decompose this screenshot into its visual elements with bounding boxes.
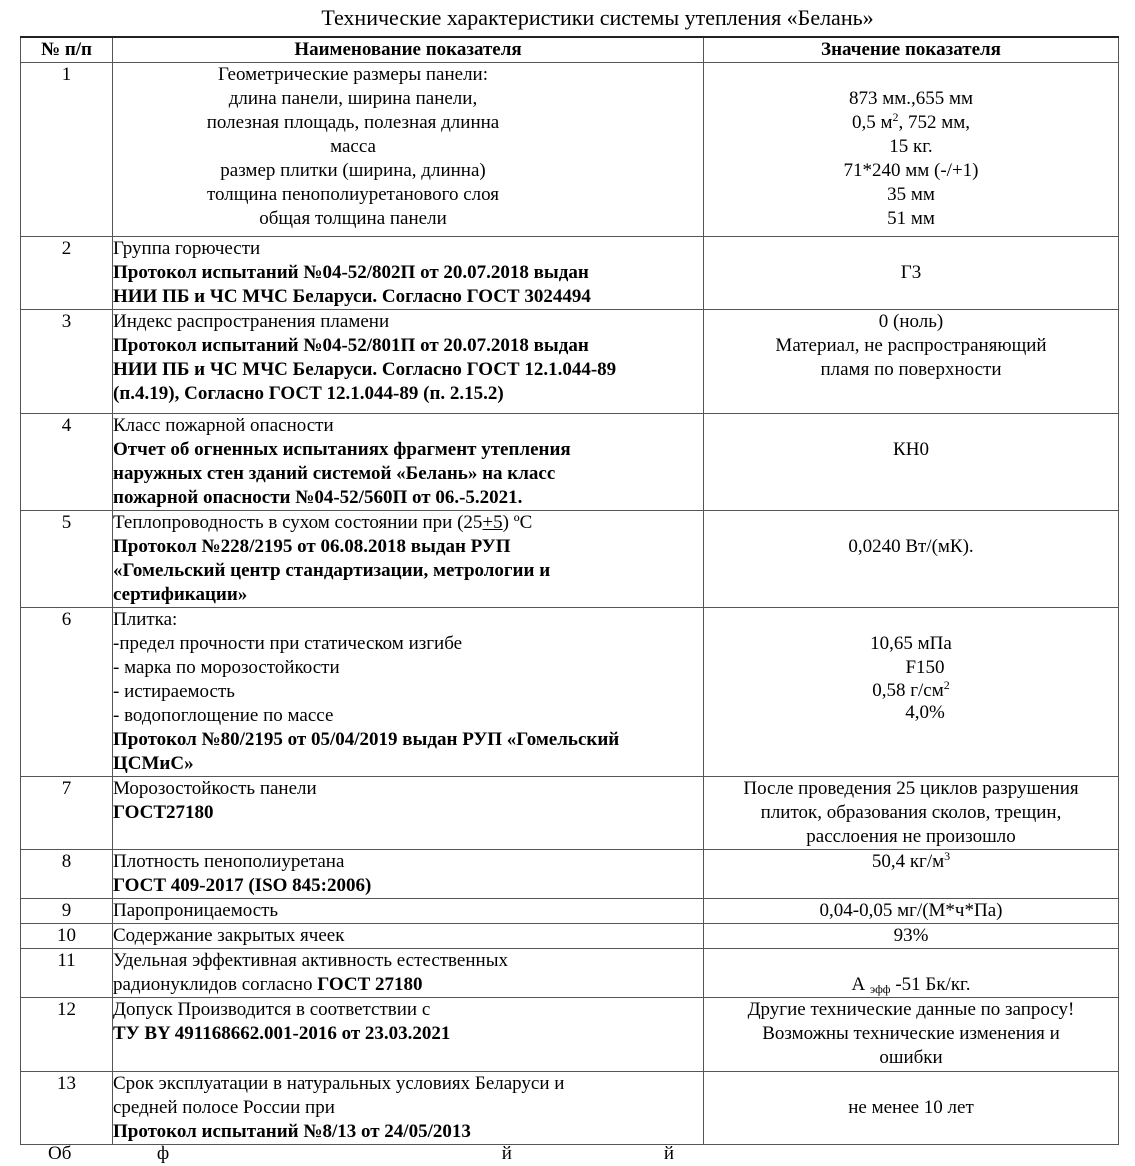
standard-reference: ГОСТ27180	[113, 802, 214, 823]
table-row	[21, 414, 1119, 511]
specifications-table	[20, 36, 1119, 1145]
row-value: После проведения 25 циклов разрушения плиток, образования сколов, трещин, расслоения не произошло	[704, 777, 1119, 850]
protocol-reference: сертификации»	[113, 584, 248, 605]
row-value: 0,04-0,05 мг/(М*ч*Па)	[704, 899, 1119, 924]
table-row	[21, 777, 1119, 850]
protocol-reference: Протокол испытаний №04-52/801П от 20.07.2018 выдан	[113, 335, 589, 356]
table-row	[21, 237, 1119, 310]
row-name: Индекс распространения пламени Протокол испытаний №04-52/801П от 20.07.2018 выдан НИИ ПБ и ЧС МЧС Беларуси. Согласно ГОСТ 12.1.044-89 (п.4.19), Согласно ГОСТ 12.1.044-89 (п. 2.15.2)	[113, 310, 704, 414]
row-num: 11	[21, 949, 113, 998]
row-name: Срок эксплуатации в натуральных условиях Беларуси и средней полосе России при Протокол испытаний №8/13 от 24/05/2013	[113, 1072, 704, 1145]
value-line: 15 кг.	[889, 136, 933, 157]
table-row	[21, 1072, 1119, 1145]
value-line: 71*240 мм (-/+1)	[843, 160, 979, 181]
row-num: 3	[21, 310, 113, 414]
row-num: 1	[21, 63, 113, 237]
name-line: Геометрические размеры панели:	[217, 64, 489, 85]
value-line: 35 мм	[887, 184, 935, 205]
name-line: длина панели, ширина панели,	[228, 88, 478, 109]
row-num: 8	[21, 850, 113, 899]
row-name	[113, 63, 704, 237]
protocol-reference: Протокол испытаний №8/13 от 24/05/2013	[113, 1121, 471, 1142]
row-name: Плотность пенополиуретана ГОСТ 409-2017 (ISO 845:2006)	[113, 850, 704, 899]
row-name: Плитка: -предел прочности при статическом изгибе - марка по морозостойкости - истираемость - водопоглощение по массе Протокол №80/2195 от 05/04/2019 выдан РУП «Гомельский ЦСМиС»	[113, 608, 704, 777]
row-num: 12	[21, 998, 113, 1072]
protocol-reference: НИИ ПБ и ЧС МЧС Беларуси. Согласно ГОСТ 12.1.044-89	[113, 359, 617, 380]
header-name: Наименование показателя	[113, 37, 704, 63]
protocol-reference: наружных стен зданий системой «Белань» на класс	[113, 463, 556, 484]
name-line: общая толщина панели	[259, 208, 447, 229]
table-row	[21, 899, 1119, 924]
row-value: не менее 10 лет	[704, 1072, 1119, 1145]
name-line: масса	[330, 136, 376, 157]
standard-reference: ГОСТ 409-2017 (ISO 845:2006)	[113, 875, 372, 896]
protocol-reference: Протокол №80/2195 от 05/04/2019 выдан РУП «Гомельский	[113, 729, 620, 750]
protocol-reference: «Гомельский центр стандартизации, метрологии и	[113, 560, 551, 581]
protocol-reference: Отчет об огненных испытаниях фрагмент утепления	[113, 439, 571, 460]
row-name: Паропроницаемость	[113, 899, 704, 924]
name-line: толщина пенополиуретанового слоя	[206, 184, 500, 205]
value-line: 0,5 $м^2$, 752 мм,	[851, 110, 971, 133]
row-name: Удельная эффективная активность естественных радионуклидов согласно ГОСТ 27180	[113, 949, 704, 998]
table-row	[21, 998, 1119, 1072]
name-line: размер плитки (ширина, длинна)	[220, 160, 486, 181]
table-row	[21, 924, 1119, 949]
row-name: Содержание закрытых ячеек	[113, 924, 704, 949]
row-value: 0 (ноль) Материал, не распространяющий пламя по поверхности	[704, 310, 1119, 414]
row-value: КН0	[704, 414, 1119, 511]
row-value: 50,4 $кг/м^3$	[704, 850, 1119, 899]
protocol-reference: пожарной опасности №04-52/560П от 06.-5.2021.	[113, 487, 523, 508]
table-row	[21, 949, 1119, 998]
protocol-reference: (п.4.19), Согласно ГОСТ 12.1.044-89 (п. 2.15.2)	[113, 383, 504, 404]
name-line: полезная площадь, полезная длинна	[206, 112, 500, 133]
row-name: Теплопроводность в сухом состоянии при (25+5) ºС Протокол №228/2195 от 06.08.2018 выдан РУП «Гомельский центр стандартизации, метрологии и сертификации»	[113, 511, 704, 608]
row-num: 10	[21, 924, 113, 949]
row-num: 2	[21, 237, 113, 310]
clipped-footer-text: Об ф й й	[48, 1143, 675, 1164]
row-name: Класс пожарной опасности Отчет об огненных испытаниях фрагмент утепления наружных стен зданий системой «Белань» на класс пожарной опасности №04-52/560П от 06.-5.2021.	[113, 414, 704, 511]
row-num: 9	[21, 899, 113, 924]
row-value: 93%	[704, 924, 1119, 949]
header-num: № п/п	[21, 37, 113, 63]
row-num: 7	[21, 777, 113, 850]
protocol-reference: Протокол испытаний №04-52/802П от 20.07.2018 выдан	[113, 262, 589, 283]
table-row	[21, 310, 1119, 414]
value-line: 873 мм.,655 мм	[848, 88, 974, 109]
row-name: Допуск Производится в соответствии с ТУ BY 491168662.001-2016 от 23.03.2021	[113, 998, 704, 1072]
protocol-reference: ЦСМиС»	[113, 753, 194, 774]
row-value: Г3	[704, 237, 1119, 310]
table-row	[21, 608, 1119, 777]
standard-reference: ТУ BY 491168662.001-2016 от 23.03.2021	[113, 1023, 451, 1044]
row-value	[704, 63, 1119, 237]
table-row	[21, 850, 1119, 899]
table-row	[21, 511, 1119, 608]
protocol-reference: НИИ ПБ и ЧС МЧС Беларуси. Согласно ГОСТ 3024494	[113, 286, 591, 307]
table-header-row	[21, 37, 1119, 63]
table-row	[21, 63, 1119, 237]
row-num: 13	[21, 1072, 113, 1145]
value-line: 51 мм	[887, 208, 935, 229]
row-num: 5	[21, 511, 113, 608]
document-title: Технические характеристики системы утепления «Белань»	[321, 5, 874, 30]
row-num: 6	[21, 608, 113, 777]
protocol-reference: Протокол №228/2195 от 06.08.2018 выдан РУП	[113, 536, 511, 557]
row-value: 10,65 мПа F150 0,58 $г/см^2$ 4,0%	[704, 608, 1119, 777]
row-name: Морозостойкость панели ГОСТ27180	[113, 777, 704, 850]
row-value: 0,0240 Вт/(мК).	[704, 511, 1119, 608]
row-num: 4	[21, 414, 113, 511]
row-name: Группа горючести Протокол испытаний №04-52/802П от 20.07.2018 выдан НИИ ПБ и ЧС МЧС Беларуси. Согласно ГОСТ 3024494	[113, 237, 704, 310]
row-value: А $_{эфф}$ -51 Бк/кг.	[704, 949, 1119, 998]
header-value: Значение показателя	[704, 37, 1119, 63]
row-value: Другие технические данные по запросу! Возможны технические изменения и ошибки	[704, 998, 1119, 1072]
